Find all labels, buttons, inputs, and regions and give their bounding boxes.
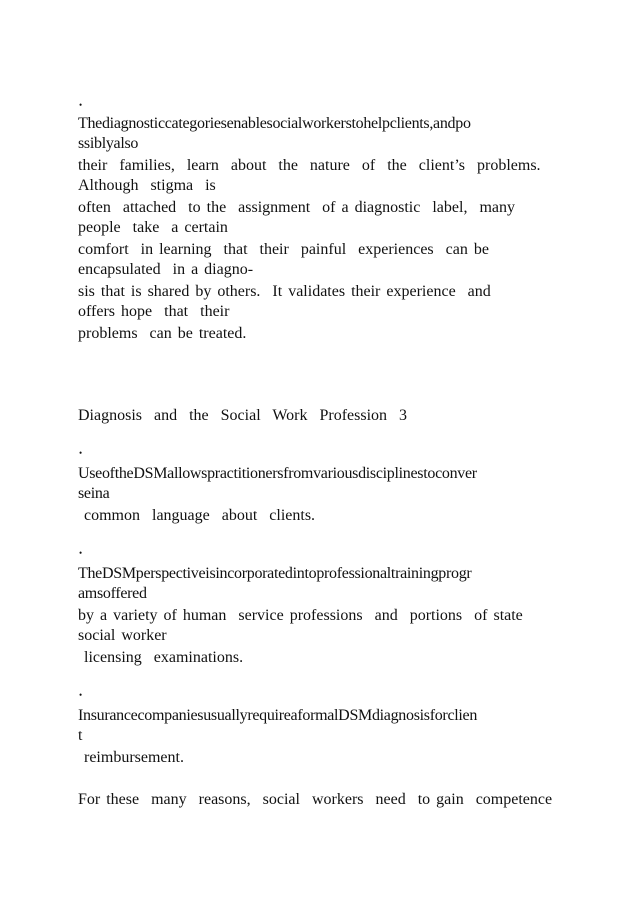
section-heading: Diagnosis and the Social Work Profession 3 [78, 407, 408, 424]
text-line: TheDSMperspectiveisincorporatedintoprofessionaltrainingprogr [78, 565, 472, 582]
text-line: social worker [78, 627, 167, 644]
text-line: amsoffered [78, 585, 147, 602]
text-line: Thediagnosticcategoriesenablesocialworkerstohelpclients,andpo [78, 115, 471, 132]
text-line: UseoftheDSMallowspractitionersfromvariousdisciplinestoconver [78, 465, 477, 482]
text-line: people take a certain [78, 219, 228, 236]
text-line: Although stigma is [78, 177, 216, 194]
text-line: encapsulated in a diagno- [78, 261, 254, 278]
bullet-icon: • [79, 548, 83, 558]
bullet-icon: • [79, 100, 83, 110]
bullet-icon: • [79, 448, 83, 458]
text-line: t [78, 727, 83, 744]
text-line: ssiblyalso [78, 135, 139, 152]
text-line: comfort in learning that their painful experiences can be [78, 241, 489, 258]
text-line: common language about clients. [78, 507, 316, 524]
bullet-icon: • [79, 690, 83, 700]
text-line: by a variety of human service professions and portions of state [78, 607, 523, 624]
text-line: often attached to the assignment of a diagnostic label, many [78, 199, 515, 216]
text-line: sis that is shared by others. It validates their experience and [78, 283, 491, 300]
text-line: offers hope that their [78, 303, 230, 320]
text-line: reimbursement. [78, 749, 184, 766]
text-line: seina [78, 485, 110, 502]
paragraph-line: For these many reasons, social workers need to gain competence [78, 791, 553, 808]
text-line: their families, learn about the nature of the client’s problems. [78, 157, 541, 174]
text-line: licensing examinations. [78, 649, 244, 666]
text-line: InsurancecompaniesusuallyrequireaformalDSMdiagnosisforclien [78, 707, 478, 724]
text-line: problems can be treated. [78, 325, 247, 342]
